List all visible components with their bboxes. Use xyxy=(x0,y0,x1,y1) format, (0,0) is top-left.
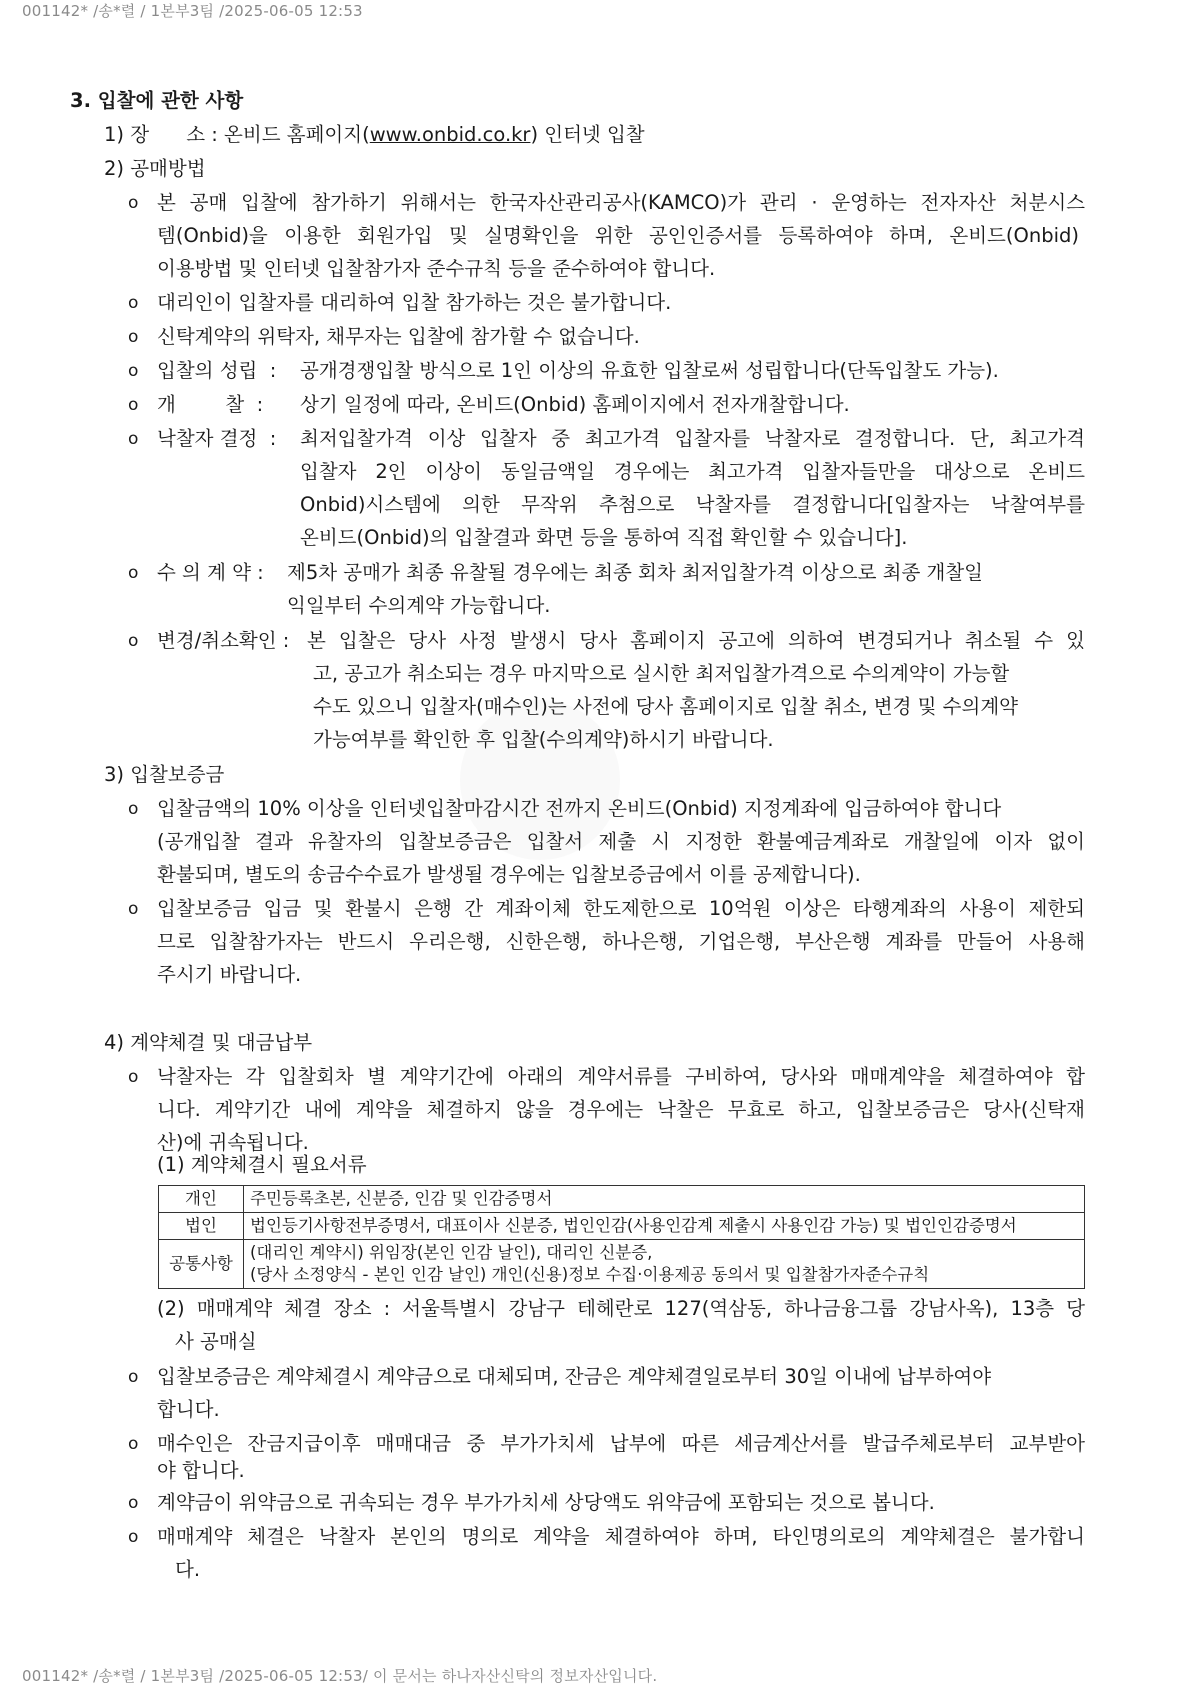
table-cell: 주민등록초본, 신분증, 인감 및 인감증명서 xyxy=(244,1186,1085,1213)
bullet-icon: o xyxy=(128,193,139,213)
bid-opening-text: 상기 일정에 따라, 온비드(Onbid) 홈페이지에서 전자개찰합니다. xyxy=(300,393,850,416)
winner-decision-label: 낙찰자 결정 : xyxy=(157,427,283,450)
bullet-icon: o xyxy=(128,293,139,313)
contract-place-line: (2) 매매계약 체결 장소 : 서울특별시 강남구 테헤란로 127(역삼동, 하나금융그룹 강남사옥), 13층 당 xyxy=(157,1297,1085,1320)
penalty-vat-text: 계약금이 위약금으로 귀속되는 경우 부가가치세 상당액도 위약금에 포함되는 것으로 봅니다. xyxy=(157,1491,935,1514)
balance-payment-line: 입찰보증금은 계약체결시 계약금으로 대체되며, 잔금은 계약체결일로부터 30일 이내에 납부하여야 xyxy=(157,1365,992,1388)
contract-text-line: 니다. 계약기간 내에 계약을 체결하지 않을 경우에는 낙찰은 무효로 하고, 입찰보증금은 당사(신탁재 xyxy=(157,1098,1085,1121)
required-docs-title: (1) 계약체결시 필요서류 xyxy=(157,1153,367,1176)
bullet-icon: o xyxy=(128,1434,139,1454)
private-contract-line: 익일부터 수의계약 가능합니다. xyxy=(287,594,551,617)
change-cancel-line: 수도 있으니 입찰자(매수인)는 사전에 당사 홈페이지로 입찰 취소, 변경 및 수의계약 xyxy=(313,695,1019,718)
bullet-icon: o xyxy=(128,631,139,651)
change-cancel-line: 고, 공고가 취소되는 경우 마지막으로 실시한 최저입찰가격으로 수의계약이 가능할 xyxy=(313,662,1010,685)
change-cancel-line: 본 입찰은 당사 사정 발생시 당사 홈페이지 공고에 의하여 변경되거나 취소될 수 있 xyxy=(307,629,1085,652)
table-cell-line: (당사 소정양식 - 본인 인감 날인) 개인(신용)정보 수집·이용제공 동의서 및 입찰참가자준수규칙 xyxy=(250,1265,930,1284)
subsection-title-contract: 4) 계약체결 및 대금납부 xyxy=(104,1031,313,1054)
bullet-icon: o xyxy=(128,799,139,819)
winner-decision-line: Onbid)시스템에 의한 무작위 추첨으로 낙찰자를 결정합니다[입찰자는 낙찰여부를 xyxy=(300,493,1085,516)
bid-location-label: 1) 장 소 : xyxy=(104,123,225,146)
change-cancel-line: 가능여부를 확인한 후 입찰(수의계약)하시기 바랍니다. xyxy=(313,728,774,751)
section-title: 3. 입찰에 관한 사항 xyxy=(70,89,244,112)
bullet-icon: o xyxy=(128,563,139,583)
deposit-text-line: 주시기 바랍니다. xyxy=(157,963,302,986)
required-docs-table xyxy=(158,1185,1085,1289)
contract-text-line: 낙찰자는 각 입찰회차 별 계약기간에 아래의 계약서류를 구비하여, 당사와 매매계약을 체결하여야 합 xyxy=(157,1065,1085,1088)
bullet-icon: o xyxy=(128,1067,139,1087)
bullet-icon: o xyxy=(128,429,139,449)
bullet-icon: o xyxy=(128,327,139,347)
private-contract-label: 수 의 계 약 : xyxy=(157,561,270,584)
table-row xyxy=(159,1186,1085,1213)
method-text-line: 이용방법 및 인터넷 입찰참가자 준수규칙 등을 준수하여야 합니다. xyxy=(157,257,716,280)
method-text-line: 템(Onbid)을 이용한 회원가입 및 실명확인을 위한 공인인증서를 등록하여야 하며, 온비드(Onbid) xyxy=(157,224,1079,247)
bid-location-line xyxy=(104,122,645,148)
contract-text-line: 산)에 귀속됩니다. xyxy=(157,1131,309,1154)
bullet-icon: o xyxy=(128,395,139,415)
tax-invoice-line: 매수인은 잔금지급이후 매매대금 중 부가가치세 납부에 따른 세금계산서를 발급주체로부터 교부받아 xyxy=(157,1432,1085,1455)
table-header-cell: 개인 xyxy=(159,1186,244,1213)
onbid-link[interactable]: www.onbid.co.kr xyxy=(369,123,531,146)
bullet-icon: o xyxy=(128,1527,139,1547)
winner-decision-line: 온비드(Onbid)의 입찰결과 화면 등을 통하여 직접 확인할 수 있습니다]. xyxy=(300,526,908,549)
table-header-cell: 공통사항 xyxy=(159,1240,244,1289)
private-contract-line: 제5차 공매가 최종 유찰될 경우에는 최종 회차 최저입찰가격 이상으로 최종 개찰일 xyxy=(287,561,984,584)
deposit-text-line: 므로 입찰참가자는 반드시 우리은행, 신한은행, 하나은행, 기업은행, 부산은행 계좌를 만들어 사용해 xyxy=(157,930,1085,953)
trustor-restriction-text: 신탁계약의 위탁자, 채무자는 입찰에 참가할 수 없습니다. xyxy=(157,325,640,348)
proxy-bidding-text: 대리인이 입찰자를 대리하여 입찰 참가하는 것은 불가합니다. xyxy=(157,291,672,314)
bid-location-text: 온비드 홈페이지( xyxy=(224,123,370,146)
deposit-text-line: 입찰보증금 입금 및 환불시 은행 간 계좌이체 한도제한으로 10억원 이상은 타행계좌의 사용이 제한되 xyxy=(157,897,1085,920)
tax-invoice-line: 야 합니다. xyxy=(157,1459,245,1482)
winner-decision-line: 최저입찰가격 이상 입찰자 중 최고가격 입찰자를 낙찰자로 결정합니다. 단, 최고가격 xyxy=(300,427,1085,450)
bullet-icon: o xyxy=(128,361,139,381)
bid-formation-label: 입찰의 성립 : xyxy=(157,359,283,382)
change-cancel-label: 변경/취소확인 : xyxy=(157,629,296,652)
table-cell-line: (대리인 계약시) 위임장(본인 인감 날인), 대리인 신분증, xyxy=(250,1243,653,1262)
bullet-icon: o xyxy=(128,1367,139,1387)
contract-name-line: 다. xyxy=(175,1558,201,1581)
table-header-cell: 법인 xyxy=(159,1213,244,1240)
bid-location-suffix: ) 인터넷 입찰 xyxy=(530,123,645,146)
deposit-text-line: 입찰금액의 10% 이상을 인터넷입찰마감시간 전까지 온비드(Onbid) 지정계좌에 입금하여야 합니다 xyxy=(157,797,1002,820)
table-row xyxy=(159,1213,1085,1240)
winner-decision-line: 입찰자 2인 이상이 동일금액일 경우에는 최고가격 입찰자들만을 대상으로 온비드 xyxy=(300,460,1085,483)
subsection-title-method: 2) 공매방법 xyxy=(104,157,206,180)
contract-place-line: 사 공매실 xyxy=(175,1330,257,1353)
bullet-icon: o xyxy=(128,1493,139,1513)
deposit-text-line: (공개입찰 결과 유찰자의 입찰보증금은 입찰서 제출 시 지정한 환불예금계좌로 개찰일에 이자 없이 xyxy=(157,830,1085,853)
footer-stamp: 001142* /송*렬 / 1본부3팀 /2025-06-05 12:53/ 이 문서는 하나자산신탁의 정보자산입니다. xyxy=(22,1667,658,1685)
balance-payment-line: 합니다. xyxy=(157,1398,220,1421)
table-cell: 법인등기사항전부증명서, 대표이사 신분증, 법인인감(사용인감계 제출시 사용인감 가능) 및 법인인감증명서 xyxy=(244,1213,1085,1240)
bullet-icon: o xyxy=(128,899,139,919)
subsection-title-deposit: 3) 입찰보증금 xyxy=(104,763,225,786)
deposit-text-line: 환불되며, 별도의 송금수수료가 발생될 경우에는 입찰보증금에서 이를 공제합니다). xyxy=(157,863,861,886)
contract-name-line: 매매계약 체결은 낙찰자 본인의 명의로 계약을 체결하여야 하며, 타인명의로의 계약체결은 불가합니 xyxy=(157,1525,1085,1548)
bid-opening-label: 개 찰 : xyxy=(157,393,270,416)
bid-formation-text: 공개경쟁입찰 방식으로 1인 이상의 유효한 입찰로써 성립합니다(단독입찰도 가능). xyxy=(300,359,999,382)
table-cell xyxy=(244,1240,1085,1289)
table-row xyxy=(159,1240,1085,1289)
method-text-line: 본 공매 입찰에 참가하기 위해서는 한국자산관리공사(KAMCO)가 관리 · 운영하는 전자자산 처분시스 xyxy=(157,191,1085,214)
header-stamp: 001142* /송*렬 / 1본부3팀 /2025-06-05 12:53 xyxy=(22,2,363,20)
